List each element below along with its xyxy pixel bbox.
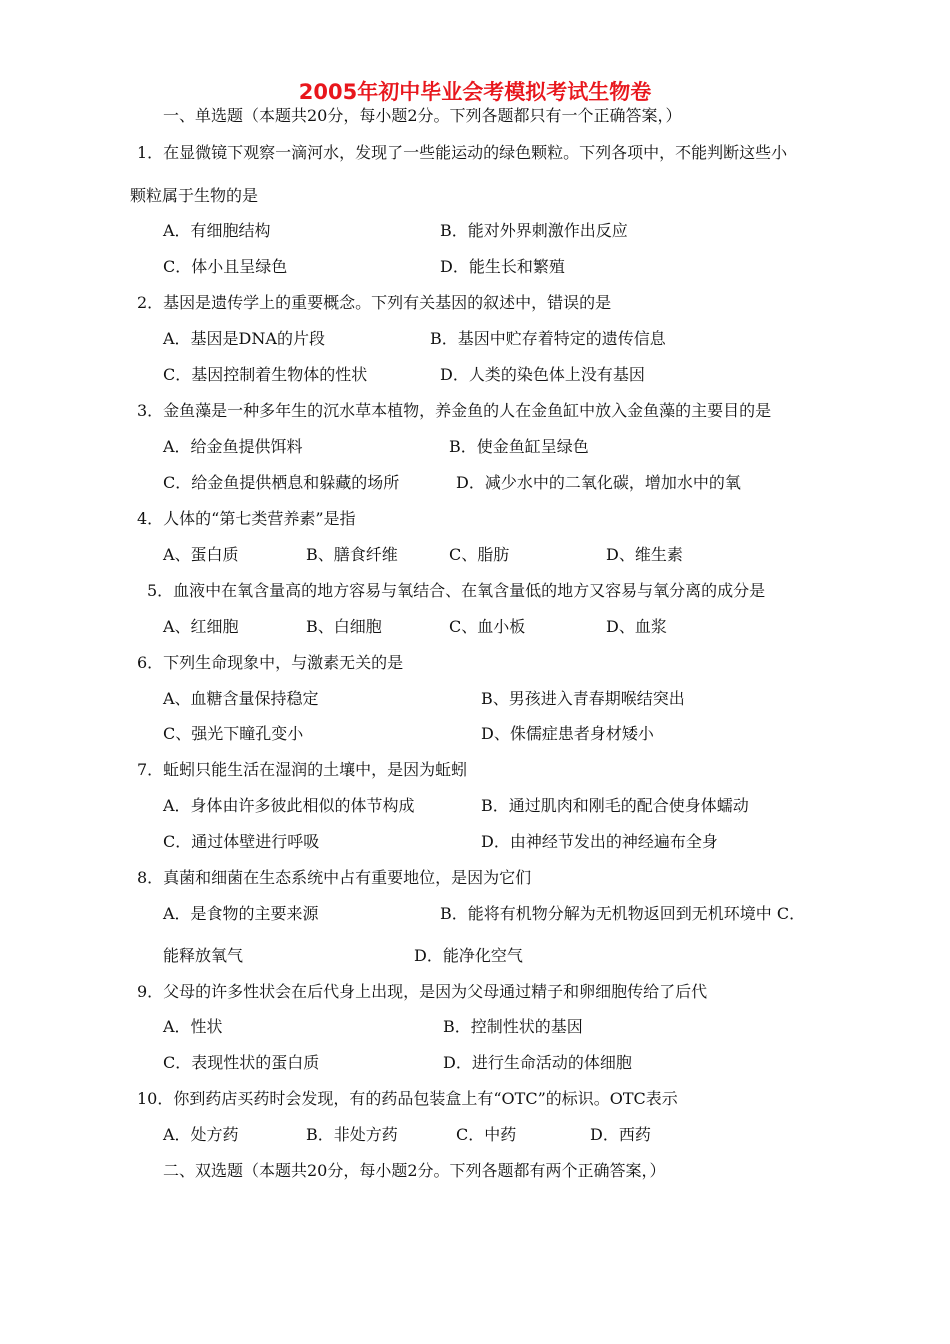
question-2-option-c: C．基因控制着生物体的性状: [163, 365, 368, 384]
question-8-stem: 8．真菌和细菌在生态系统中占有重要地位，是因为它们: [137, 868, 532, 887]
question-5-option-d: D、血浆: [606, 617, 667, 636]
question-9-option-a: A．性状: [163, 1017, 223, 1036]
question-4-option-a: A、蛋白质: [163, 545, 239, 564]
question-2-option-d: D．人类的染色体上没有基因: [440, 365, 645, 384]
question-3-stem: 3．金鱼藻是一种多年生的沉水草本植物，养金鱼的人在金鱼缸中放入金鱼藻的主要目的是: [137, 401, 772, 420]
question-6-option-c: C、强光下瞳孔变小: [163, 724, 304, 743]
question-10-stem: 10．你到药店买药时会发现，有的药品包装盒上有“OTC”的标识。OTC表示: [137, 1089, 678, 1108]
question-4-option-c: C、脂肪: [449, 545, 510, 564]
page-title: 2005年初中毕业会考模拟考试生物卷: [298, 80, 652, 104]
question-7-option-a: A．身体由许多彼此相似的体节构成: [163, 796, 415, 815]
section-heading-double-choice: 二、双选题（本题共20分，每小题2分。下列各题都有两个正确答案，）: [163, 1161, 666, 1180]
question-8-option-d: D．能净化空气: [414, 946, 523, 965]
question-6-option-a: A、血糖含量保持稳定: [163, 689, 319, 708]
question-8-option-c: 能释放氧气: [163, 946, 244, 965]
question-1-option-c: C．体小且呈绿色: [163, 257, 288, 276]
question-6-option-b: B、男孩进入青春期喉结突出: [481, 689, 685, 708]
question-5-option-b: B、白细胞: [306, 617, 382, 636]
question-9-stem: 9．父母的许多性状会在后代身上出现，是因为父母通过精子和卵细胞传给了后代: [137, 982, 708, 1001]
question-8-option-b: B．能将有机物分解为无机物返回到无机环境中 C．: [440, 904, 806, 923]
question-10-option-a: A．处方药: [163, 1125, 239, 1144]
question-1-stem-cont: 颗粒属于生物的是: [130, 186, 259, 205]
question-3-option-d: D．减少水中的二氧化碳，增加水中的氧: [456, 473, 741, 492]
question-7-option-b: B．通过肌肉和刚毛的配合使身体蠕动: [481, 796, 749, 815]
question-10-option-d: D．西药: [590, 1125, 651, 1144]
question-9-option-d: D．进行生命活动的体细胞: [443, 1053, 632, 1072]
question-5-stem: 5．血液中在氧含量高的地方容易与氧结合、在氧含量低的地方又容易与氧分离的成分是: [147, 581, 766, 600]
question-5-option-a: A、红细胞: [163, 617, 239, 636]
question-4-option-b: B、膳食纤维: [306, 545, 398, 564]
question-6-stem: 6．下列生命现象中，与激素无关的是: [137, 653, 404, 672]
section-heading-single-choice: 一、单选题（本题共20分，每小题2分。下列各题都只有一个正确答案，）: [163, 106, 682, 125]
question-7-option-d: D．由神经节发出的神经遍布全身: [481, 832, 718, 851]
question-4-option-d: D、维生素: [606, 545, 683, 564]
question-8-option-a: A．是食物的主要来源: [163, 904, 319, 923]
question-1-option-a: A．有细胞结构: [163, 221, 271, 240]
question-5-option-c: C、血小板: [449, 617, 526, 636]
question-3-option-b: B．使金鱼缸呈绿色: [449, 437, 589, 456]
question-1-stem: 1．在显微镜下观察一滴河水，发现了一些能运动的绿色颗粒。下列各项中，不能判断这些小: [137, 143, 788, 162]
question-3-option-c: C．给金鱼提供栖息和躲藏的场所: [163, 473, 400, 492]
question-1-option-d: D．能生长和繁殖: [440, 257, 565, 276]
question-2-option-b: B．基因中贮存着特定的遗传信息: [430, 329, 666, 348]
question-7-stem: 7．蚯蚓只能生活在湿润的土壤中，是因为蚯蚓: [137, 760, 468, 779]
question-9-option-c: C．表现性状的蛋白质: [163, 1053, 320, 1072]
question-6-option-d: D、侏儒症患者身材矮小: [481, 724, 654, 743]
question-2-option-a: A．基因是DNA的片段: [163, 329, 325, 348]
question-2-stem: 2．基因是遗传学上的重要概念。下列有关基因的叙述中，错误的是: [137, 293, 612, 312]
question-9-option-b: B．控制性状的基因: [443, 1017, 583, 1036]
question-10-option-b: B．非处方药: [306, 1125, 398, 1144]
question-10-option-c: C．中药: [456, 1125, 517, 1144]
question-1-option-b: B．能对外界刺激作出反应: [440, 221, 628, 240]
question-4-stem: 4．人体的“第七类营养素”是指: [137, 509, 356, 528]
question-3-option-a: A．给金鱼提供饵料: [163, 437, 303, 456]
question-7-option-c: C．通过体壁进行呼吸: [163, 832, 320, 851]
